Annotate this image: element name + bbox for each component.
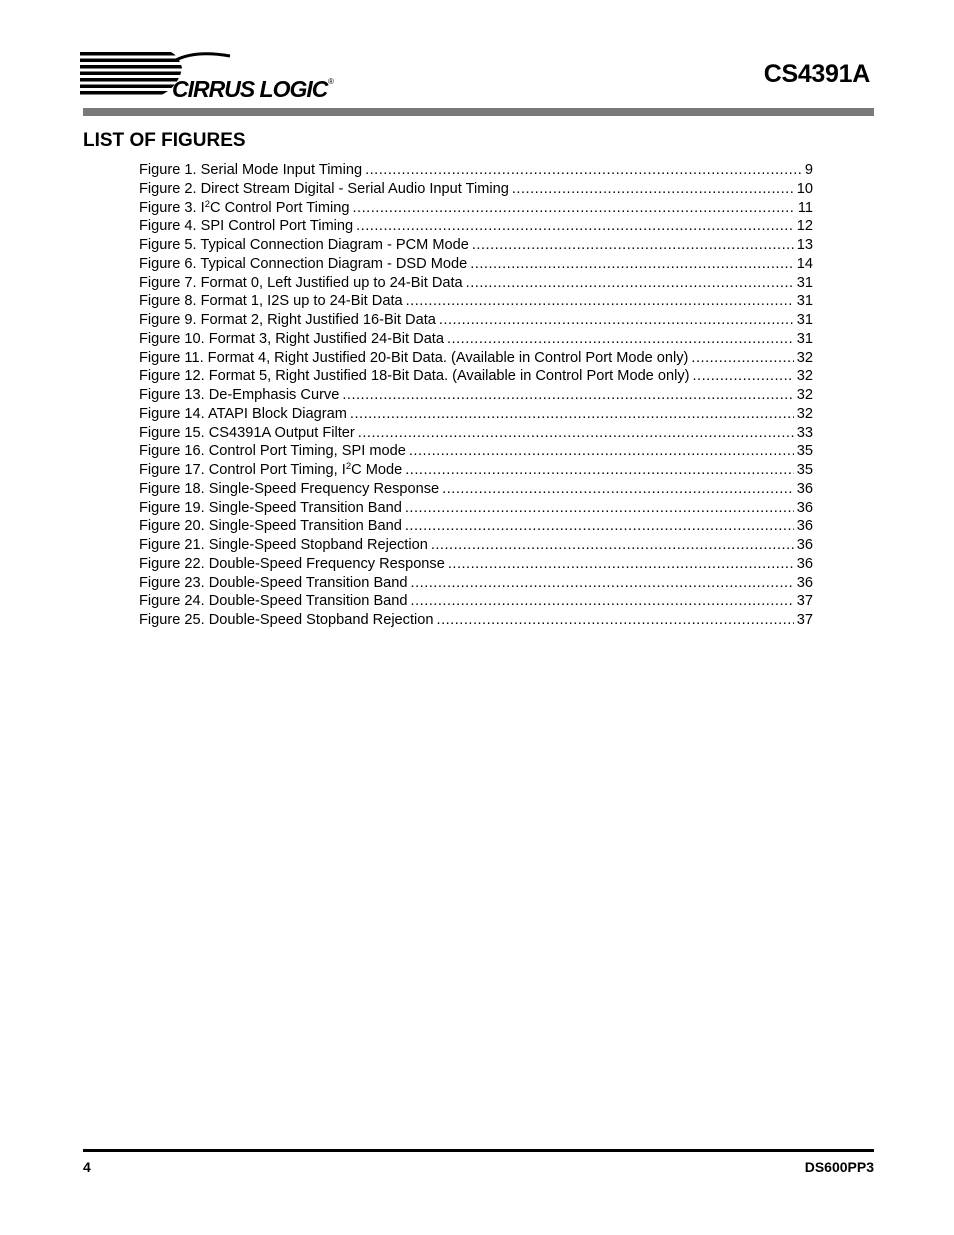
cirrus-logic-logo-icon	[80, 46, 350, 104]
dot-leader	[350, 405, 794, 424]
figure-page-number: 32	[796, 349, 813, 366]
figure-page-number: 37	[796, 593, 813, 610]
dot-leader	[693, 367, 794, 386]
section-heading: LIST OF FIGURES	[83, 130, 246, 151]
figure-page-number: 10	[796, 180, 813, 197]
figure-page-number: 14	[796, 255, 813, 272]
figure-page-number: 33	[796, 424, 813, 441]
figure-title: Figure 24. Double-Speed Transition Band	[139, 593, 408, 610]
dot-leader	[411, 574, 794, 593]
figure-page-number: 36	[796, 499, 813, 516]
list-item[interactable]	[139, 517, 813, 536]
list-item[interactable]	[139, 311, 813, 330]
list-item[interactable]	[139, 236, 813, 255]
dot-leader	[405, 517, 794, 536]
document-code: DS600PP3	[804, 1159, 874, 1175]
figure-title: Figure 11. Format 4, Right Justified 20-Bit Data. (Available in Control Port Mode only)	[139, 349, 689, 366]
figure-title: Figure 22. Double-Speed Frequency Response	[139, 555, 445, 572]
figure-page-number: 32	[796, 368, 813, 385]
list-item[interactable]	[139, 199, 813, 218]
svg-text:CIRRUS LOGIC: CIRRUS LOGIC	[172, 76, 328, 102]
figure-title: Figure 9. Format 2, Right Justified 16-Bit Data	[139, 312, 436, 328]
document-title: CS4391A	[763, 60, 870, 88]
dot-leader	[437, 611, 794, 630]
list-item[interactable]	[139, 292, 813, 311]
figure-title: Figure 6. Typical Connection Diagram - DSD Mode	[139, 255, 468, 272]
dot-leader	[405, 499, 794, 518]
figure-page-number: 11	[797, 199, 813, 216]
figure-title: Figure 8. Format 1, I2S up to 24-Bit Data	[139, 293, 403, 310]
figure-page-number: 32	[796, 387, 813, 403]
figure-page-number: 36	[796, 555, 813, 572]
figure-title: Figure 3. $I^2C$ Control Port Timing	[139, 198, 350, 216]
dot-leader	[439, 311, 794, 330]
figure-title: Figure 7. Format 0, Left Justified up to 24-Bit Data	[139, 274, 463, 291]
dot-leader	[447, 330, 794, 349]
list-item[interactable]	[139, 161, 813, 180]
list-item[interactable]	[139, 367, 813, 386]
svg-text:®: ®	[328, 77, 334, 86]
list-item[interactable]	[139, 592, 813, 611]
figure-page-number: 37	[796, 612, 813, 628]
figure-page-number: 12	[796, 218, 813, 235]
list-item[interactable]	[139, 217, 813, 236]
dot-leader	[691, 349, 793, 368]
list-item[interactable]	[139, 611, 813, 630]
figure-page-number: 35	[796, 443, 813, 460]
dot-leader	[512, 180, 794, 199]
figure-title: Figure 18. Single-Speed Frequency Response	[139, 480, 440, 497]
dot-leader	[353, 199, 795, 218]
figure-page-number: 35	[796, 462, 813, 478]
dot-leader	[411, 592, 794, 611]
figure-title: Figure 4. SPI Control Port Timing	[139, 218, 354, 235]
figure-title: Figure 13. De-Emphasis Curve	[139, 387, 340, 403]
figure-title: Figure 14. ATAPI Block Diagram	[139, 405, 347, 422]
figure-title: Figure 12. Format 5, Right Justified 18-Bit Data. (Available in Control Port Mode only)	[139, 368, 690, 385]
list-item[interactable]	[139, 424, 813, 443]
figure-page-number: 31	[796, 293, 813, 310]
figure-title: Figure 17. Control Port Timing, $I^2C$ Mode	[139, 461, 403, 478]
dot-leader	[442, 480, 794, 499]
figure-title: Figure 25. Double-Speed Stopband Rejection	[139, 612, 434, 628]
list-item[interactable]	[139, 555, 813, 574]
list-item[interactable]	[139, 442, 813, 461]
dot-leader	[409, 442, 794, 461]
figure-page-number: 36	[796, 574, 813, 591]
figure-page-number: 36	[796, 480, 813, 497]
figure-title: Figure 1. Serial Mode Input Timing	[139, 162, 363, 178]
list-of-figures	[139, 161, 813, 630]
list-item[interactable]	[139, 499, 813, 518]
figure-page-number: 32	[796, 405, 813, 422]
figure-page-number: 31	[796, 330, 813, 347]
list-item[interactable]	[139, 574, 813, 593]
dot-leader	[406, 292, 794, 311]
dot-leader	[365, 161, 802, 180]
dot-leader	[342, 386, 793, 405]
figure-title: Figure 19. Single-Speed Transition Band	[139, 499, 402, 516]
list-item[interactable]	[139, 330, 813, 349]
list-item[interactable]	[139, 349, 813, 368]
list-item[interactable]	[139, 405, 813, 424]
figure-title: Figure 15. CS4391A Output Filter	[139, 424, 355, 441]
figure-page-number: 13	[796, 237, 813, 253]
list-item[interactable]	[139, 480, 813, 499]
list-item[interactable]	[139, 255, 813, 274]
list-item[interactable]	[139, 461, 813, 480]
list-item[interactable]	[139, 536, 813, 555]
dot-leader	[358, 424, 794, 443]
dot-leader	[431, 536, 794, 555]
list-item[interactable]	[139, 386, 813, 405]
figure-title: Figure 5. Typical Connection Diagram - PCM Mode	[139, 237, 469, 253]
figure-title: Figure 23. Double-Speed Transition Band	[139, 574, 408, 591]
cirrus-logic-logo	[80, 46, 350, 104]
figure-title: Figure 16. Control Port Timing, SPI mode	[139, 443, 406, 460]
list-item[interactable]	[139, 274, 813, 293]
figure-title: Figure 21. Single-Speed Stopband Rejection	[139, 537, 428, 553]
page-number: 4	[83, 1159, 91, 1175]
dot-leader	[466, 274, 794, 293]
figure-title: Figure 2. Direct Stream Digital - Serial Audio Input Timing	[139, 180, 509, 197]
footer-divider	[83, 1149, 874, 1152]
figure-title: Figure 20. Single-Speed Transition Band	[139, 518, 402, 535]
figure-page-number: 9	[804, 162, 813, 178]
dot-leader	[470, 255, 794, 274]
dot-leader	[472, 236, 794, 255]
dot-leader	[448, 555, 794, 574]
dot-leader	[356, 217, 794, 236]
dot-leader	[405, 461, 794, 480]
figure-page-number: 31	[796, 274, 813, 291]
figure-title: Figure 10. Format 3, Right Justified 24-Bit Data	[139, 330, 444, 347]
figure-page-number: 36	[796, 518, 813, 535]
header-divider	[83, 108, 874, 116]
figure-page-number: 36	[796, 537, 813, 553]
figure-page-number: 31	[796, 312, 813, 328]
list-item[interactable]	[139, 180, 813, 199]
